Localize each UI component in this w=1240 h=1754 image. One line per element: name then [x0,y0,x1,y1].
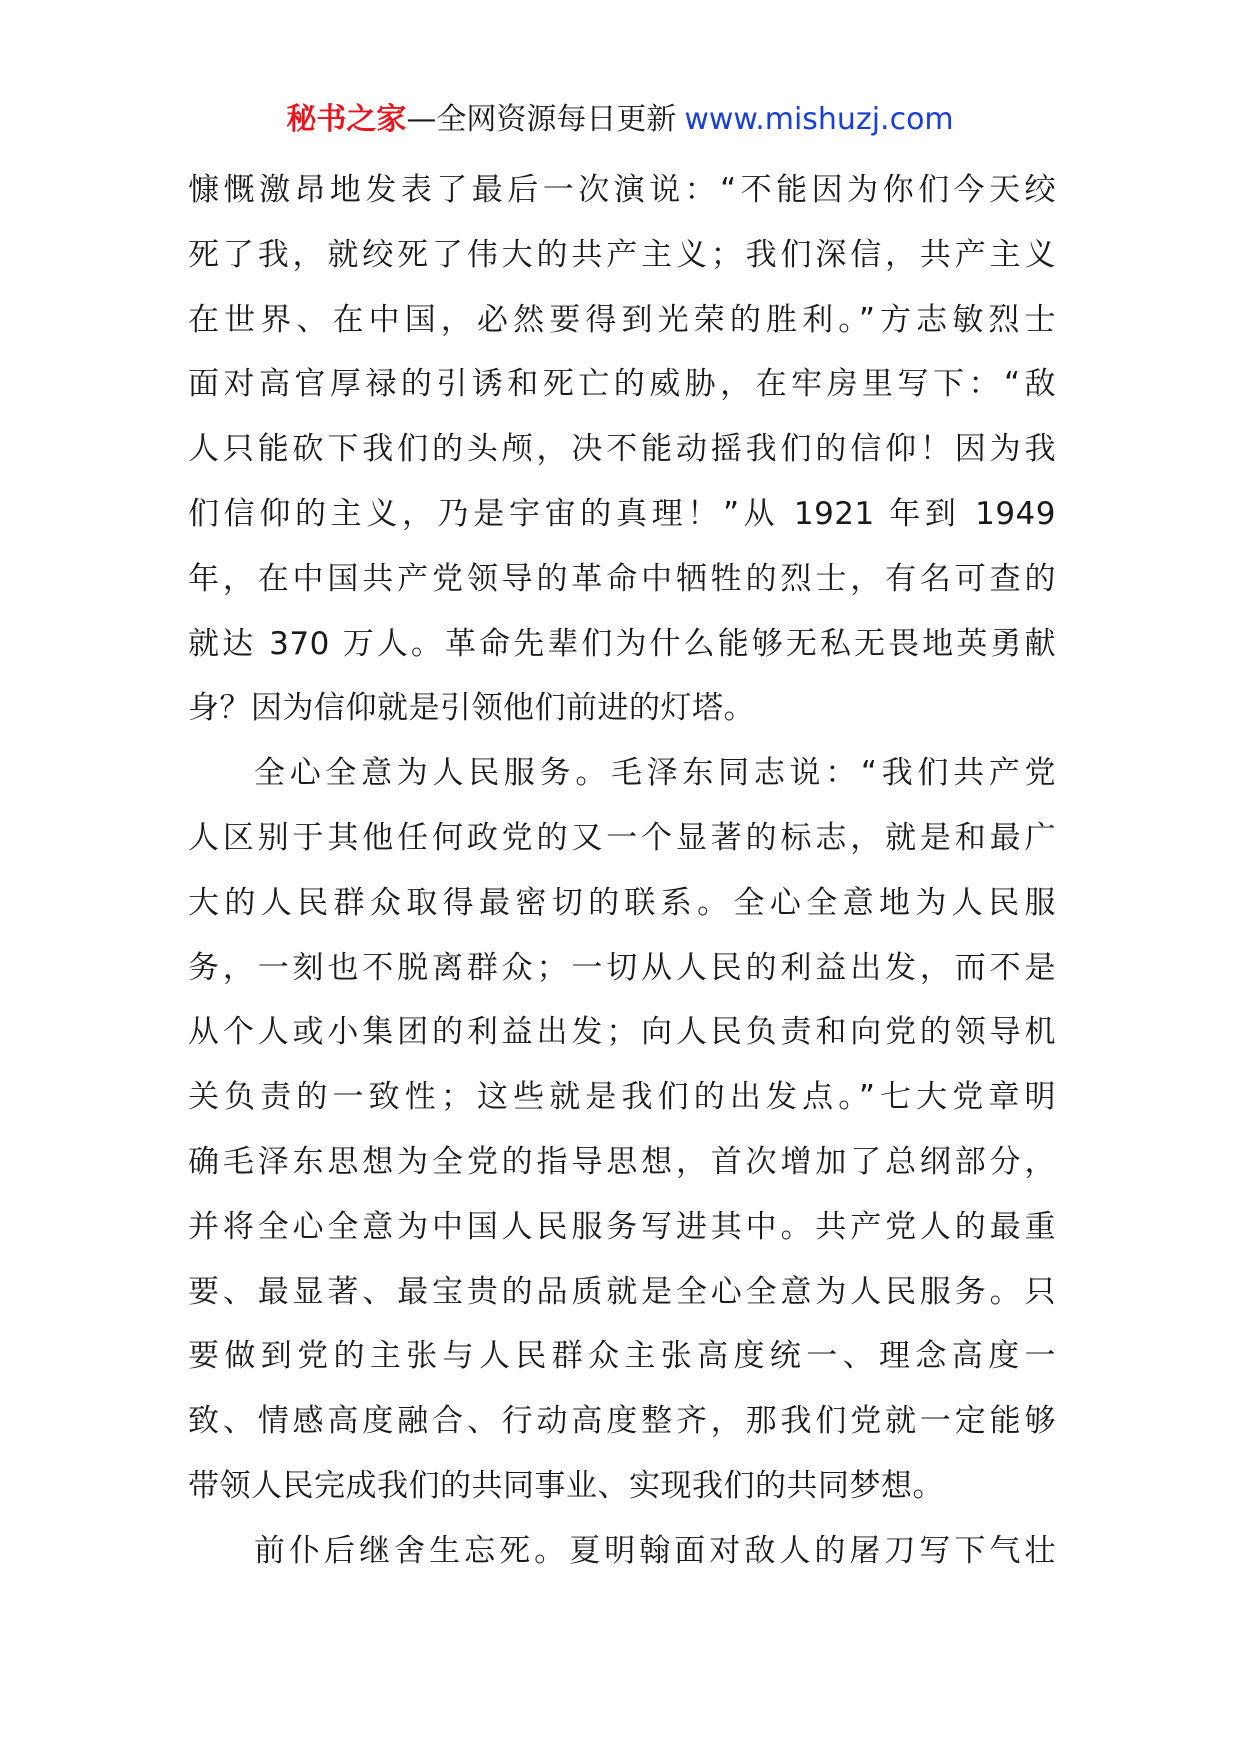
text-line: 大的人民群众取得最密切的联系。全心全意地为人民服 [188,884,1056,921]
text-line: 人区别于其他任何政党的又一个显著的标志，就是和最广 [188,819,1056,856]
text-line: 要做到党的主张与人民群众主张高度统一、理念高度一 [188,1338,1056,1375]
paragraph-start-line: 前仆后继舍生忘死。夏明翰面对敌人的屠刀写下气壮 [254,1532,1056,1569]
text-line: 们信仰的主义，乃是宇宙的真理！”从 1921 年到 1949 [188,495,1056,532]
text-line: 务，一刻也不脱离群众；一切从人民的利益出发，而不是 [188,949,1056,986]
text-line: 年，在中国共产党领导的革命中牺牲的烈士，有名可查的 [188,560,1056,597]
text-line: 在世界、在中国，必然要得到光荣的胜利。”方志敏烈士 [188,301,1056,338]
text-line: 要、最显著、最宝贵的品质就是全心全意为人民服务。只 [188,1273,1056,1310]
text-line: 死了我，就绞死了伟大的共产主义；我们深信，共产主义 [188,236,1056,273]
document-body [188,158,1056,1584]
paragraph-start-line: 全心全意为人民服务。毛泽东同志说：“我们共产党 [254,755,1056,792]
text-line: 就达 370 万人。革命先辈们为什么能够无私无畏地英勇献 [188,625,1056,662]
text-line: 关负责的一致性；这些就是我们的出发点。”七大党章明 [188,1079,1056,1116]
header-tagline: —全网资源每日更新 [406,102,677,137]
text-line: 确毛泽东思想为全党的指导思想，首次增加了总纲部分， [188,1143,1056,1180]
site-url-link[interactable]: www.mishuzj.com [684,102,954,137]
text-line: 并将全心全意为中国人民服务写进其中。共产党人的最重 [188,1208,1056,1245]
page-header [0,100,1240,140]
text-line: 带领人民完成我们的共同事业、实现我们的共同梦想。 [188,1467,944,1504]
text-line: 致、情感高度融合、行动高度整齐，那我们党就一定能够 [188,1403,1056,1440]
text-line: 慷慨激昂地发表了最后一次演说：“不能因为你们今天绞 [188,172,1056,208]
text-line: 面对高官厚禄的引诱和死亡的威胁，在牢房里写下：“敌 [188,366,1056,403]
text-line: 身？因为信仰就是引领他们前进的灯塔。 [188,690,755,727]
text-line: 从个人或小集团的利益出发；向人民负责和向党的领导机 [188,1014,1056,1051]
brand-name: 秘书之家 [286,102,407,137]
text-line: 人只能砍下我们的头颅，决不能动摇我们的信仰！因为我 [188,431,1056,468]
